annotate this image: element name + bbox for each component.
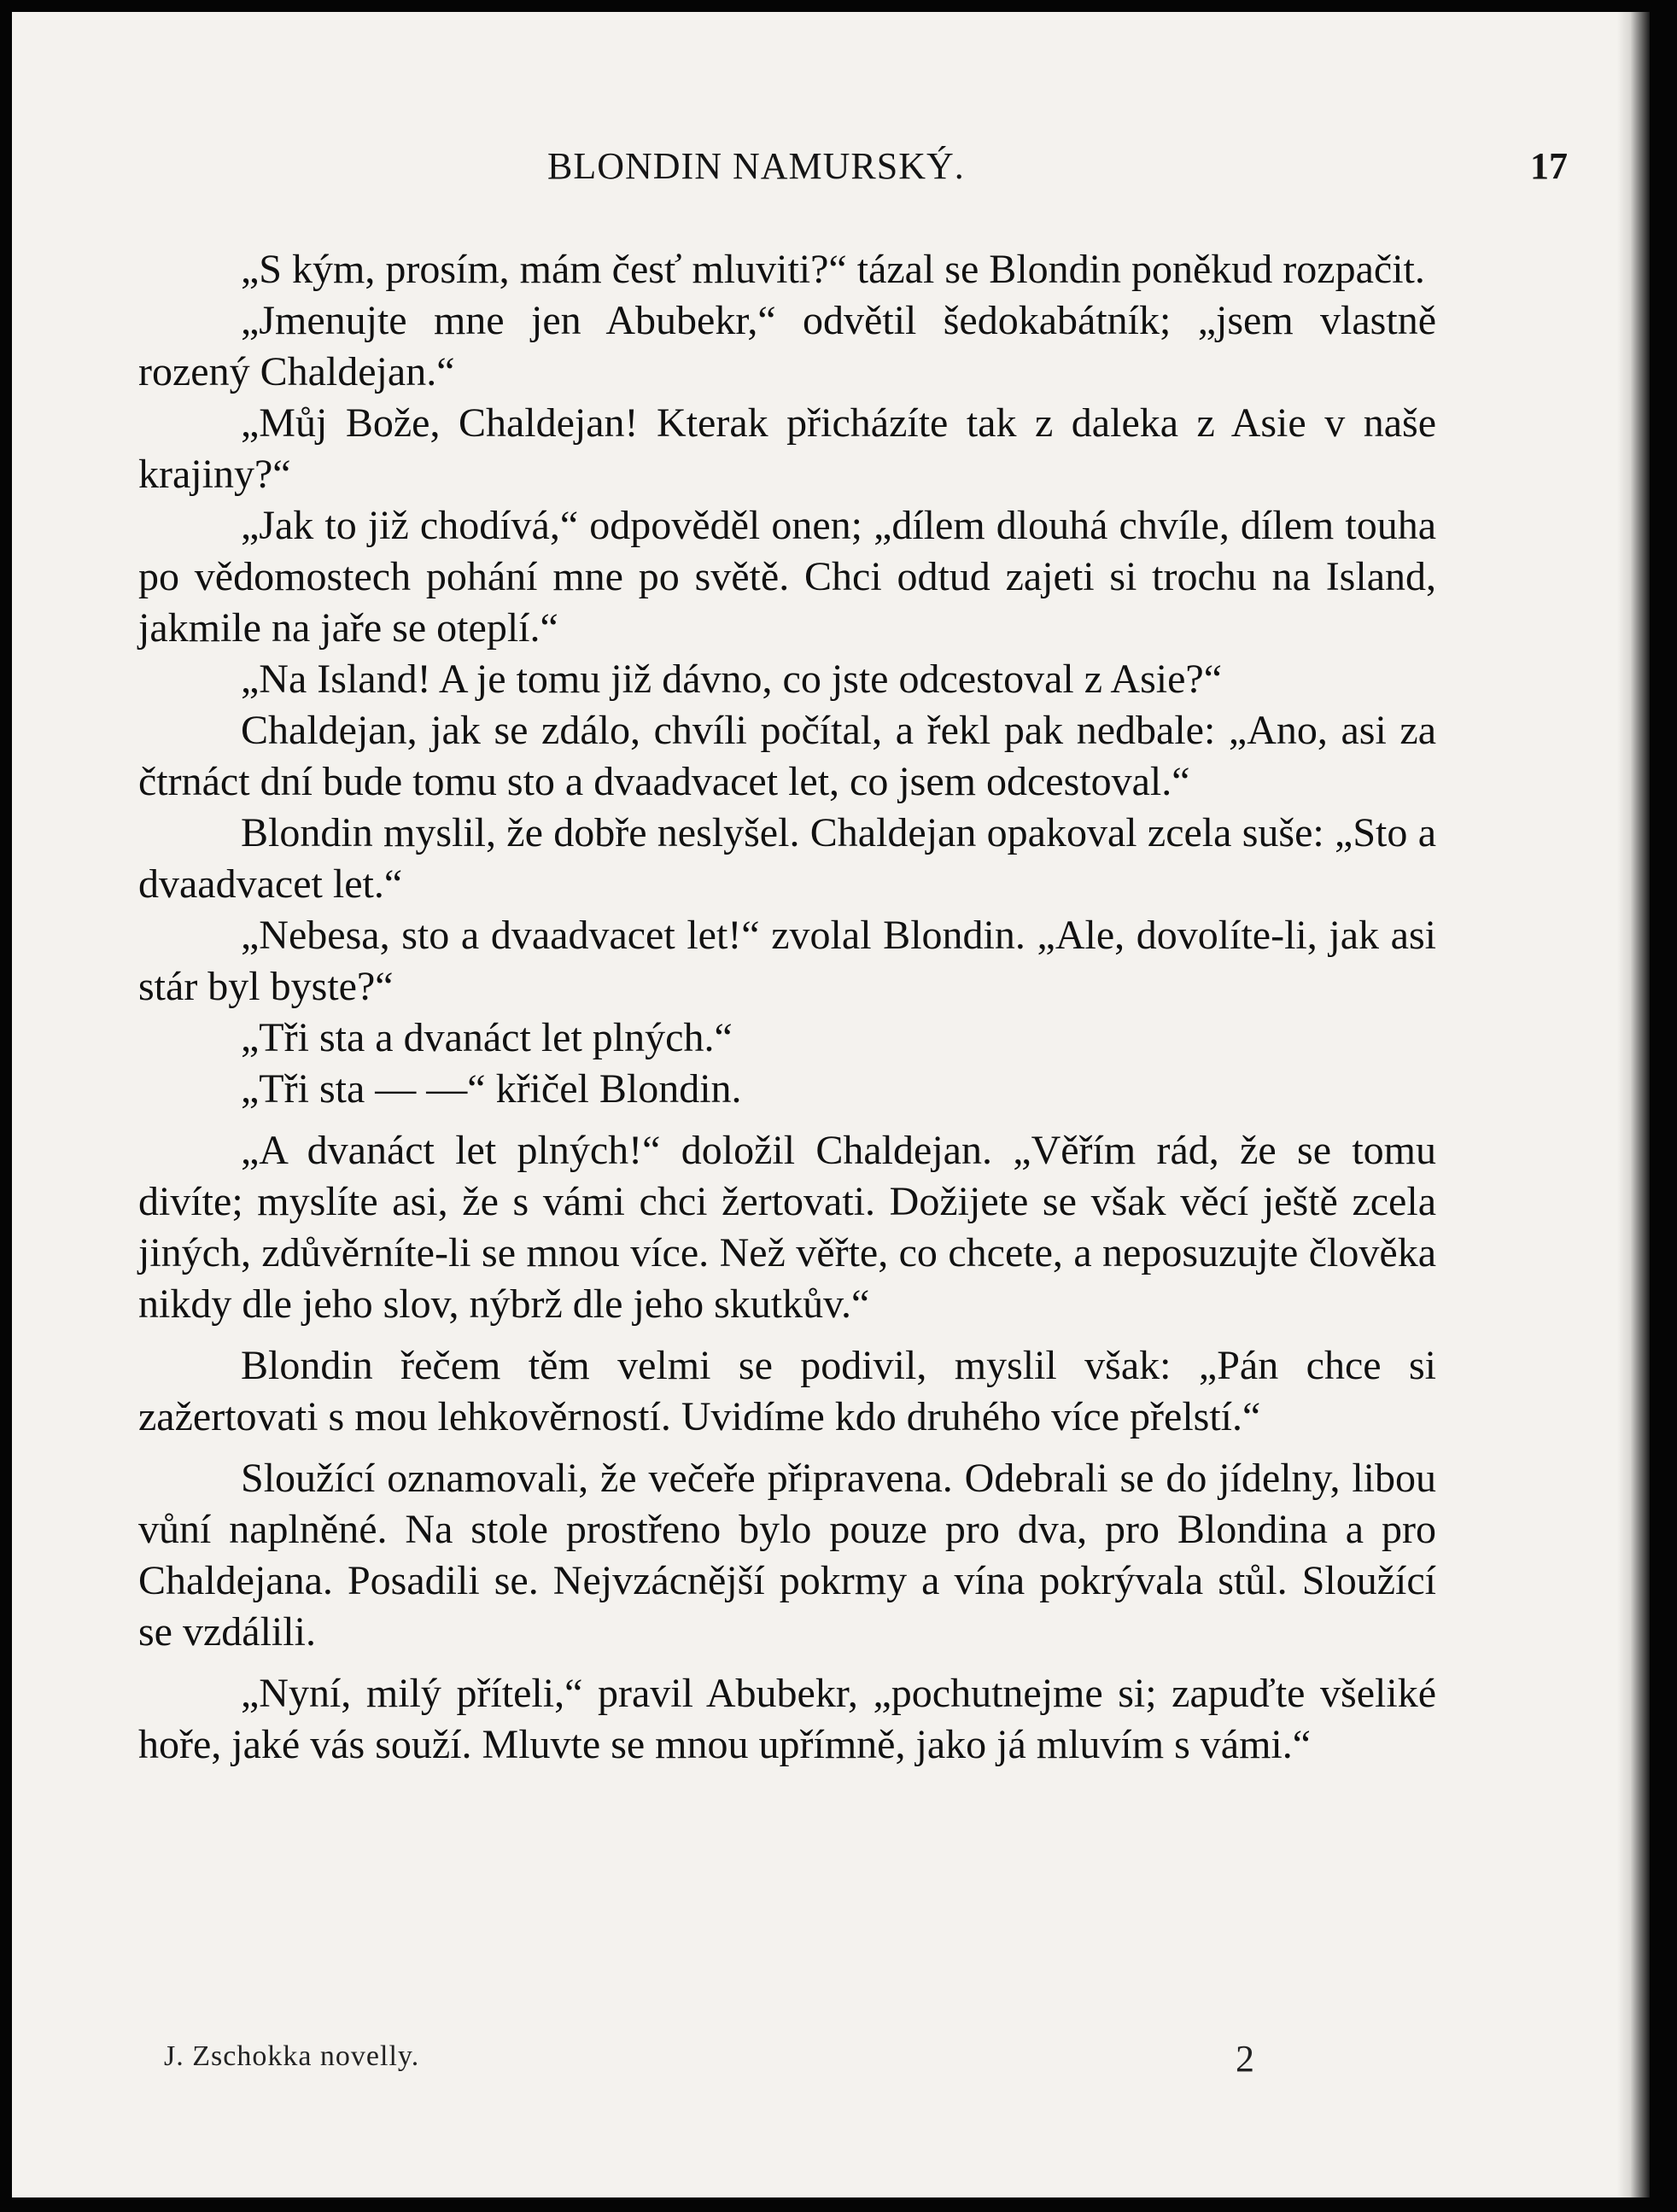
paragraph: „Jmenujte mne jen Abubekr,“ odvětil šedokabátník; „jsem vlastně rozený Chaldejan.“ bbox=[138, 298, 1436, 394]
paragraph: „A dvanáct let plných!“ doložil Chaldejan. „Věřím rád, že se tomu divíte; myslíte asi, že s vámi chci žertovati. Dožijete se však věcí ještě zcela jiných, zdůvěrníte-li se mnou více. Než věřte, co chcete, a neposuzujte člověka nikdy dle jeho slov, nýbrž dle jeho skutkův.“ bbox=[138, 1128, 1436, 1327]
paragraph: Blondin řečem těm velmi se podivil, myslil však: „Pán chce si zažertovati s mou lehkověrností. Uvidíme kdo druhého více přelstí.“ bbox=[138, 1343, 1436, 1439]
paragraph: Chaldejan, jak se zdálo, chvíli počítal, a řekl pak nedbale: „Ano, asi za čtrnáct dní bude tomu sto a dvaadvacet let, co jsem odcestoval.“ bbox=[138, 708, 1436, 804]
paragraph: „Nyní, milý příteli,“ pravil Abubekr, „pochutnejme si; zapuďte všeliké hoře, jaké vás souží. Mluvte se mnou upřímně, jako já mluvím s vámi.“ bbox=[138, 1671, 1436, 1767]
paragraph: „S kým, prosím, mám česť mluviti?“ tázal se Blondin poněkud rozpačit. bbox=[241, 247, 1425, 292]
paragraph: „Nebesa, sto a dvaadvacet let!“ zvolal Blondin. „Ale, dovolíte-li, jak asi stár byl byste?“ bbox=[138, 913, 1436, 1009]
paragraph: „Na Island! A je tomu již dávno, co jste odcestoval z Asie?“ bbox=[241, 657, 1222, 702]
paragraph: „Jak to již chodívá,“ odpověděl onen; „dílem dlouhá chvíle, dílem touha po vědomostech pohání mne po světě. Chci odtud zajeti si trochu na Island, jakmile na jaře se oteplí.“ bbox=[138, 503, 1436, 651]
sheet-number: 2 bbox=[1236, 2038, 1254, 2080]
paragraph: „Tři sta a dvanáct let plných.“ bbox=[241, 1015, 733, 1060]
paragraph: „Můj Bože, Chaldejan! Kterak přicházíte tak z daleka z Asie v naše krajiny?“ bbox=[138, 400, 1436, 497]
running-head: BLONDIN NAMURSKÝ. bbox=[547, 145, 965, 187]
paragraph: Sloužící oznamovali, že večeře připravena. Odebrali se do jídelny, libou vůní naplněné. Na stole prostřeno bylo pouze pro dva, pro Blondina a pro Chaldejana. Posadili se. Nejvzácnější pokrmy a vína pokrývala stůl. Sloužící se vzdálili. bbox=[138, 1456, 1436, 1655]
page-header bbox=[131, 137, 1598, 197]
signature-mark: J. Zschokka novelly. bbox=[164, 2040, 420, 2072]
page-footer bbox=[138, 2037, 1436, 2080]
paragraph: „Tři sta — —“ křičel Blondin. bbox=[241, 1066, 742, 1112]
page-number: 17 bbox=[1530, 145, 1568, 187]
page-edge-shadow bbox=[1617, 12, 1650, 2197]
book-page bbox=[12, 12, 1650, 2197]
page-body bbox=[138, 244, 1436, 1771]
paragraph: Blondin myslil, že dobře neslyšel. Chaldejan opakoval zcela suše: „Sto a dvaadvacet let.“ bbox=[138, 810, 1436, 907]
